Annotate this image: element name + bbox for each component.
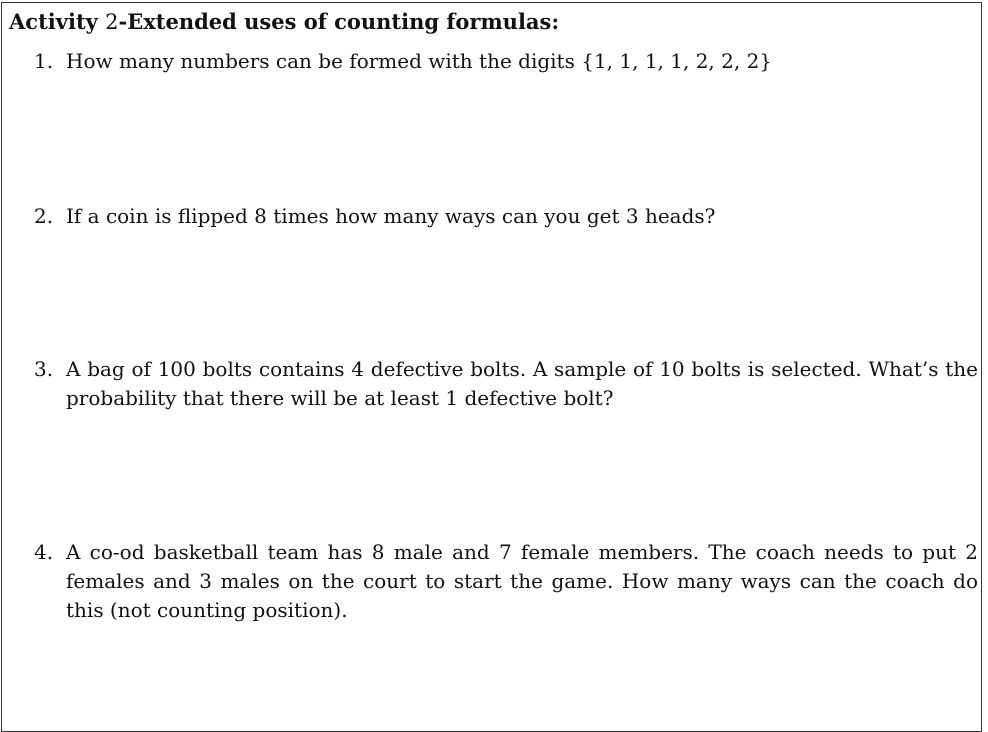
- question-text: A bag of 100 bolts contains 4 defective bolts. A sample of 10 bolts is selected. What’s the probability that there will be at least 1 defective bolt?: [66, 357, 978, 410]
- question-number: 2.: [34, 204, 54, 228]
- question-text: A co-od basketball team has 8 male and 7 female members. The coach needs to put 2 females and 3 males on the court to start the game. How many ways can the coach do this (not counting position).: [66, 540, 978, 622]
- question-number: 4.: [34, 540, 54, 564]
- question-3: [34, 355, 978, 413]
- question-1: [34, 47, 978, 76]
- activity-title-prefix: Activity: [9, 9, 106, 34]
- activity-title-number: 2: [105, 10, 119, 34]
- activity-title-rest: -Extended uses of counting formulas:: [118, 9, 560, 34]
- worksheet-frame: [1, 2, 982, 732]
- question-2: [34, 202, 978, 231]
- question-number: 3.: [34, 357, 54, 381]
- question-text: How many numbers can be formed with the digits {1, 1, 1, 1, 2, 2, 2}: [66, 49, 773, 73]
- activity-title: [9, 10, 559, 34]
- question-4: [34, 538, 978, 625]
- question-text: If a coin is flipped 8 times how many ways can you get 3 heads?: [66, 204, 716, 228]
- question-number: 1.: [34, 49, 54, 73]
